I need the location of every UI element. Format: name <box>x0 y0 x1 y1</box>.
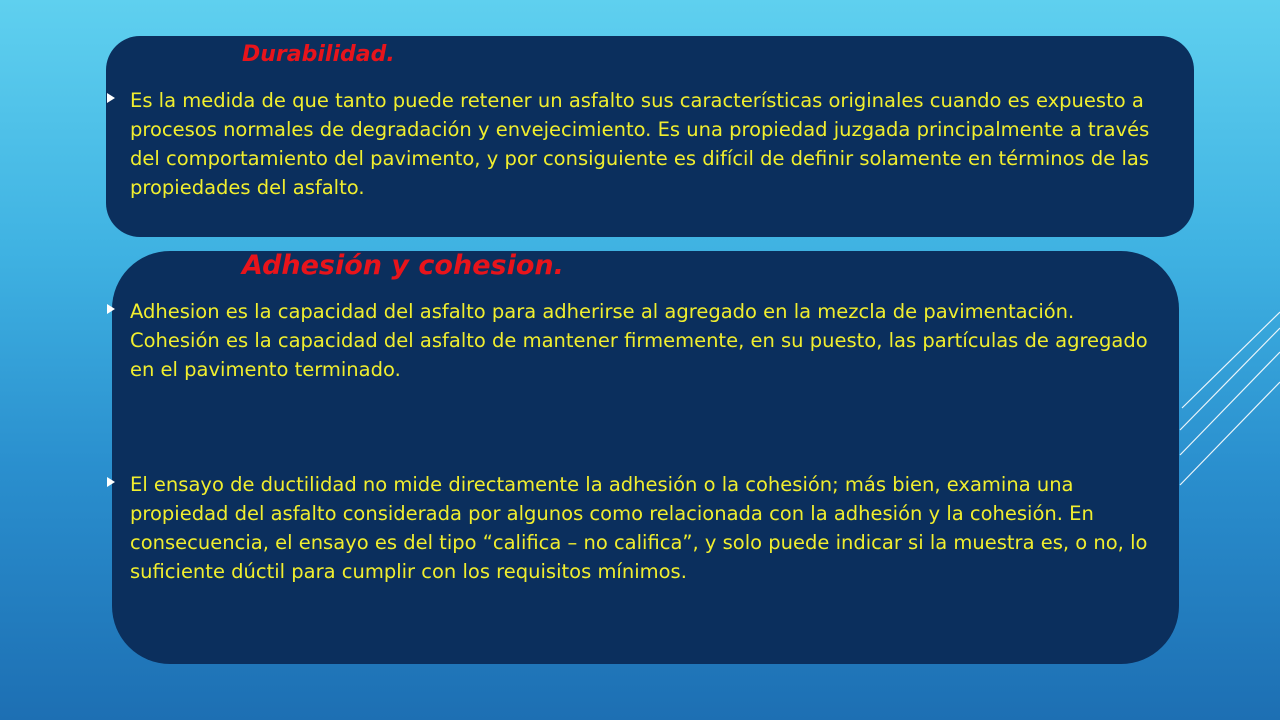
triangle-right-icon <box>107 304 115 314</box>
triangle-right-icon <box>107 477 115 487</box>
triangle-right-icon <box>107 93 115 103</box>
heading-durabilidad: Durabilidad. <box>242 42 395 67</box>
bullet-text: El ensayo de ductilidad no mide directamente la adhesión o la cohesión; más bien, examina una propiedad del asfalto considerada por algunos como relacionada con la adhesión y la cohesión. En consecuencia, el ensayo es del tipo “califica – no califica”, y solo puede indicar si la muestra es, o no, lo suficiente dúctil para cumplir con los requisitos mínimos. <box>130 473 1148 583</box>
bullet-text: Es la medida de que tanto puede retener un asfalto sus características originales cuando es expuesto a procesos normales de degradación y envejecimiento. Es una propiedad juzgada principalmente a través del comportamiento del pavimento, y por consiguiente es difícil de definir solamente en términos de las propiedades del asfalto. <box>130 89 1150 199</box>
bullet-text: Adhesion es la capacidad del asfalto para adherirse al agregado en la mezcla de pavimentación. Cohesión es la capacidad del asfalto de mantener firmemente, en su puesto, las partículas de agregado en el pavimento terminado. <box>130 300 1148 381</box>
heading-adhesion-cohesion: Adhesión y cohesion. <box>242 250 564 281</box>
